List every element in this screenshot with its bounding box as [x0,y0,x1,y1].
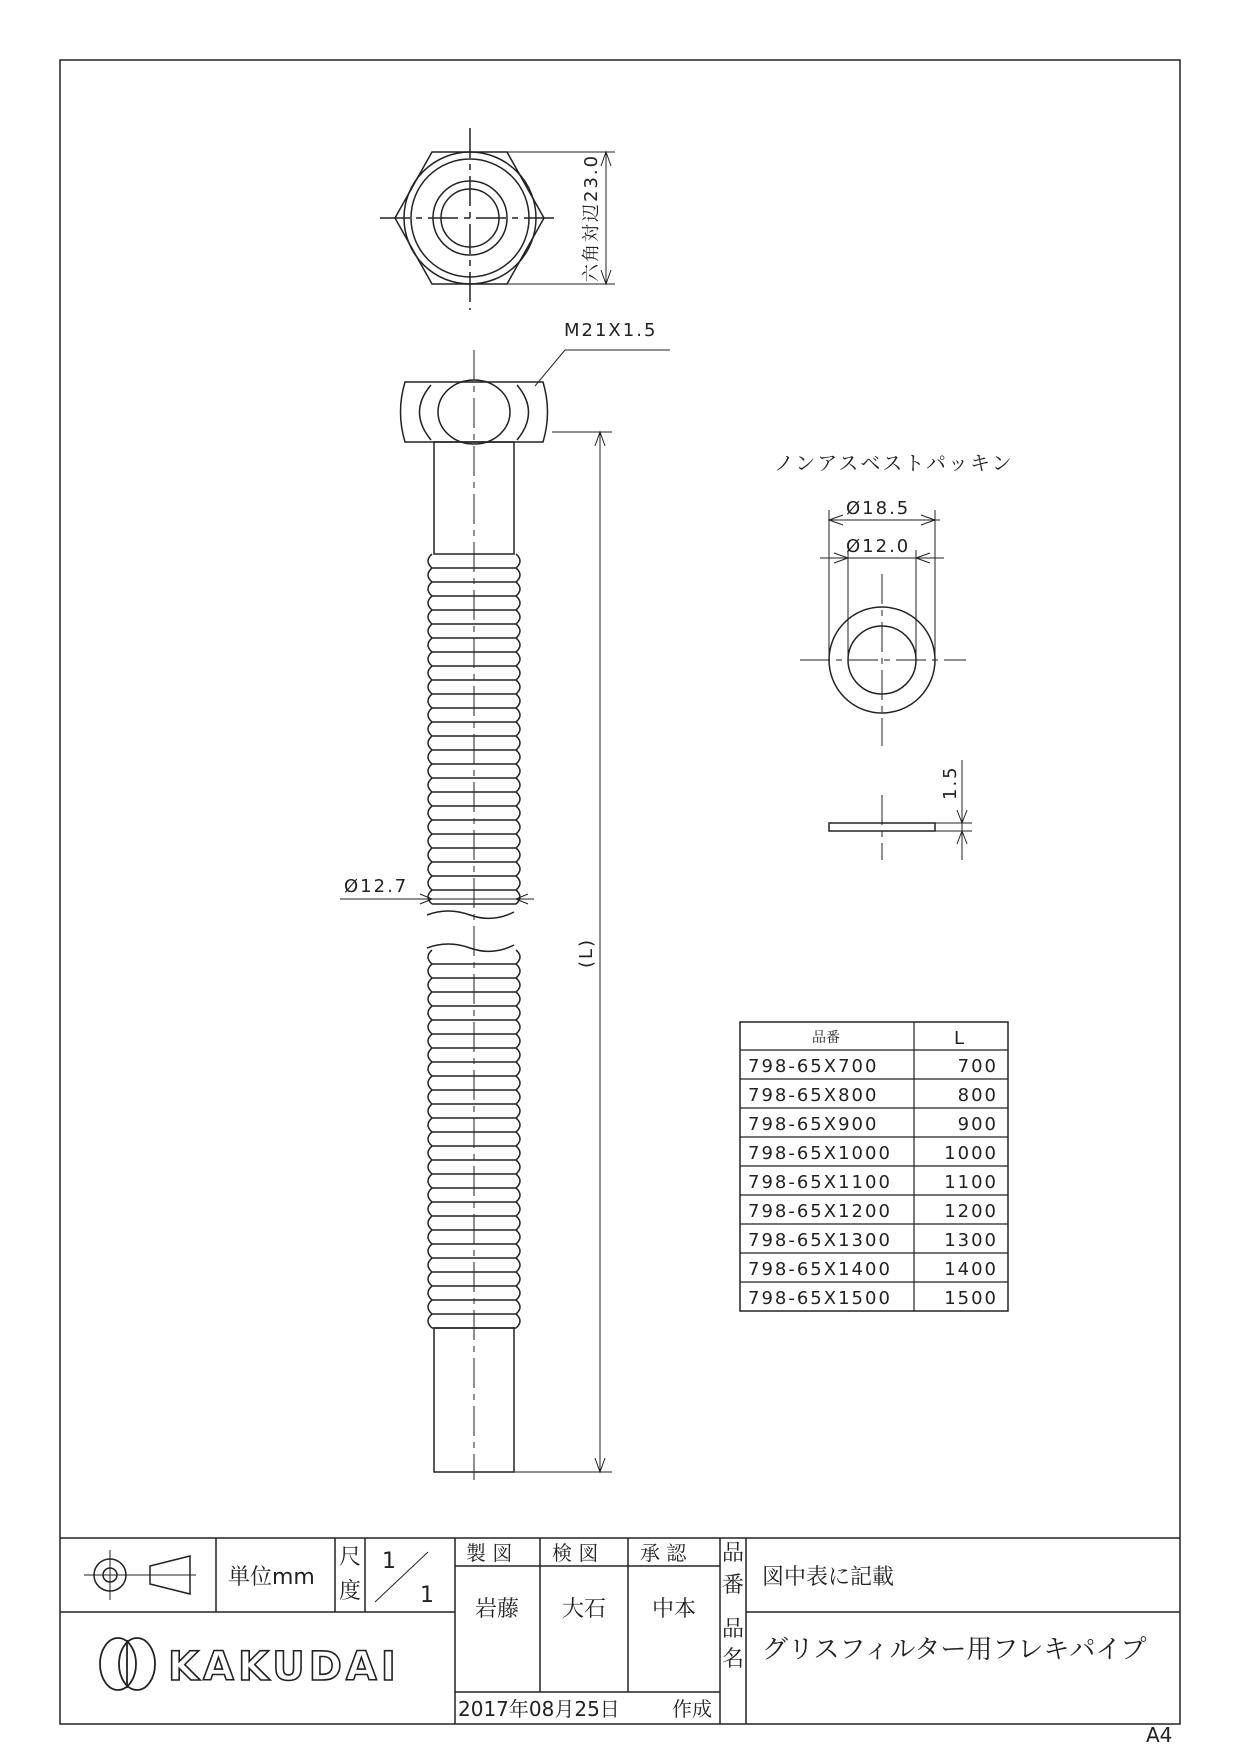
unit-label: 単位mm [228,1565,315,1590]
size-table-cell-part-no: 798-65X1400 [748,1259,892,1280]
part-no-label-1: 品 [722,1541,745,1566]
size-table-cell-length: 800 [957,1085,998,1106]
gasket-drawing [800,510,972,860]
scale-numerator: 1 [382,1549,396,1574]
drawn-by: 岩藤 [475,1597,520,1622]
size-table-cell-part-no: 798-65X1000 [748,1143,892,1164]
gasket-inner-diameter-label: Ø12.0 [846,536,911,557]
hex-nut-top-view [380,128,615,310]
pipe-diameter-label: Ø12.7 [344,876,409,897]
part-name-label-2: 名 [722,1647,745,1672]
scale-label-1: 尺 [339,1545,362,1570]
size-table-cell-part-no: 798-65X900 [748,1114,879,1135]
size-table-cell-length: 900 [957,1114,998,1135]
size-table-cell-length: 1300 [944,1230,998,1251]
brand-wordmark: KAKUDAI [168,1644,400,1690]
kakudai-logo-icon [100,1638,155,1690]
gasket-outer-diameter-label: Ø18.5 [846,498,911,519]
gasket-title: ノンアスベストパッキン [774,451,1014,475]
size-table-cell-length: 1100 [944,1172,998,1193]
scale-denominator: 1 [420,1583,434,1608]
checked-by: 大石 [562,1597,607,1622]
scale-label-2: 度 [339,1579,362,1604]
size-table-cell-length: 700 [957,1056,998,1077]
size-table-cell-length: 1400 [944,1259,998,1280]
creation-date: 2017年08月25日 [458,1697,620,1721]
part-no-label-2: 番 [722,1573,745,1598]
size-table-cell-length: 1000 [944,1143,998,1164]
size-table-cell-length: 1200 [944,1201,998,1222]
projection-symbol-icon [84,1550,196,1600]
size-table-cell-part-no: 798-65X800 [748,1085,879,1106]
size-table-header-part-no: 品番 [812,1030,840,1046]
sheet-border [60,60,1180,1724]
size-table [740,1022,1008,1311]
part-name-value: グリスフィルター用フレキパイプ [762,1635,1147,1665]
hex-across-flats-label: 六角対辺23.0 [581,153,602,282]
size-table-cell-length: 1500 [944,1288,998,1309]
size-table-cell-part-no: 798-65X1500 [748,1288,892,1309]
part-name-label-1: 品 [722,1617,745,1642]
gasket-thickness-label: 1.5 [940,765,961,800]
size-table-header-length: L [954,1028,967,1049]
drawn-header: 製 図 [466,1541,513,1565]
pipe-side-view [340,350,670,1480]
size-table-cell-part-no: 798-65X1300 [748,1230,892,1251]
paper-size: A4 [1146,1723,1173,1747]
approved-by: 中本 [652,1597,697,1622]
approved-header: 承 認 [640,1541,687,1565]
thread-spec-label: M21X1.5 [564,320,658,341]
size-table-cell-part-no: 798-65X1100 [748,1172,892,1193]
part-no-value: 図中表に記載 [762,1565,895,1590]
size-table-cell-part-no: 798-65X1200 [748,1201,892,1222]
size-table-cell-part-no: 798-65X700 [748,1056,879,1077]
created-label: 作成 [672,1697,712,1721]
checked-header: 検 図 [552,1541,599,1565]
length-label: (L) [576,937,597,968]
